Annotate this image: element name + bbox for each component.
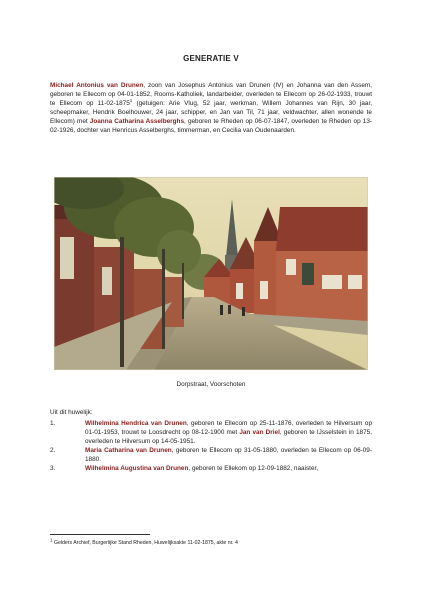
footnote-number: 1 xyxy=(50,537,53,543)
street-photo-illustration xyxy=(54,177,368,370)
spouse-name: Joanna Catharina Asselberghs xyxy=(89,118,185,126)
child-spouse: Jan van Driel xyxy=(239,429,280,437)
child-name: Maria Catharina van Drunen xyxy=(85,447,172,455)
child-number: 1. xyxy=(50,420,56,427)
subject-name: Michael Antonius van Drunen xyxy=(50,82,144,89)
child-text-b: , geboren te IJsselstein in 1875, overleden te Hilversum op 14-05-1951. xyxy=(85,429,372,446)
marriage-heading: Uit dit huwelijk: xyxy=(50,409,93,416)
list-item xyxy=(50,419,372,446)
footnote xyxy=(50,537,238,546)
intro-text-b: (getuigen: Arie Vlug, 52 jaar, werkman, Willem Johannes van Rijn, 30 jaar, scheepmaker, Hendrik Boelhouwer, 24 jaar, schipper, en Jan van Til, 71 jaar, veldwachter, allen wonende te Ellecom) met xyxy=(50,100,372,126)
child-number: 3. xyxy=(50,465,56,473)
intro-text-c: , geboren te Rheden op 06-07-1847, overleden te Rheden op 13-02-1926, dochter van Henricus Asselberghs, timmerman, en Cecilia van Oudenaarden. xyxy=(50,118,373,135)
child-text-a: , geboren te Ellecom op 25-11-1876, overleden te Hilversum op 01-01-1953, trouwt te Loosdrecht op 08-12-1900 met xyxy=(85,420,372,437)
child-number: 2. xyxy=(50,447,56,455)
list-item xyxy=(50,464,372,473)
street-photo xyxy=(54,177,368,370)
footnote-divider xyxy=(50,534,150,535)
list-item xyxy=(50,446,372,464)
footnote-ref[interactable]: 1 xyxy=(129,98,133,104)
intro-text-a: , zoon van Josephus Antonius van Drunen (IV) en Johanna van den Assem, geboren te Ellecom op 04-01-1852, Rooms-Katholiek, landarbeider, overleden te Ellecom op 26-02-1933, trouwt te Ellecom op 11-02-1875 xyxy=(50,82,372,108)
child-text-a: , geboren te Ellekom op 12-09-1882, naaister, xyxy=(188,465,319,473)
photo-caption: Dorpstraat, Voorschoten xyxy=(176,381,246,388)
intro-paragraph xyxy=(50,81,372,136)
child-name: Wilhelmina Hendrica van Drunen xyxy=(85,420,187,427)
child-text-a: , geboren te Ellecom op 31-05-1880, overleden te Ellecom op 06-09-1880. xyxy=(85,447,372,464)
child-name: Wilhelmina Augustina van Drunen xyxy=(85,465,189,473)
page-title: GENERATIE V xyxy=(183,54,239,63)
footnote-text: Gelders Archief, Burgerlijke Stand Rheden, Huwelijksakte 11-02-1875, akte nr. 4 xyxy=(52,540,238,546)
children-list xyxy=(50,419,372,474)
